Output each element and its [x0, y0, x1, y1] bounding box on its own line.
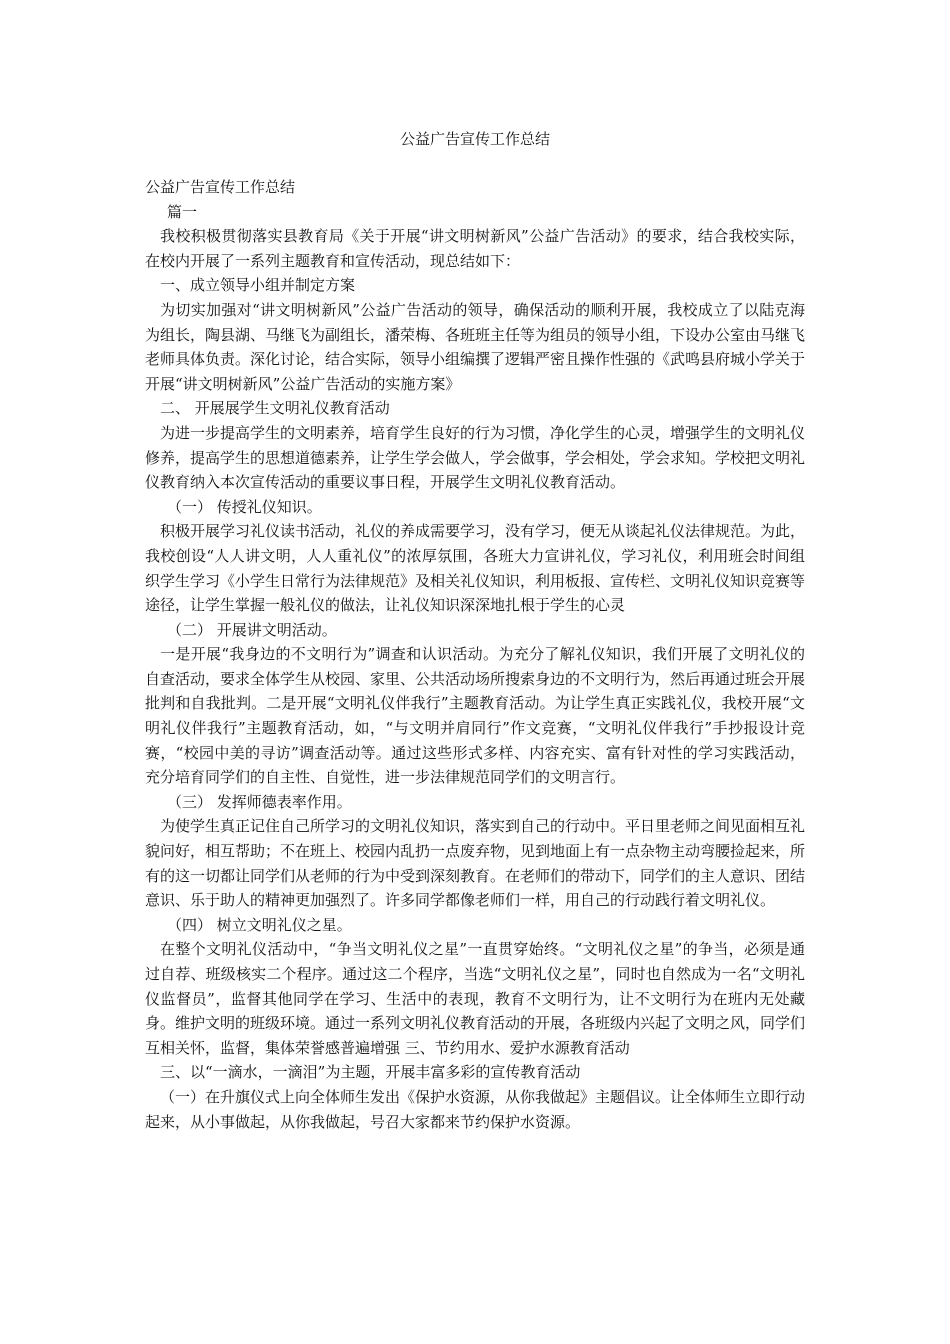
paragraph: 公益广告宣传工作总结: [145, 178, 296, 196]
paragraph: 为切实加强对“讲文明树新风”公益广告活动的领导，确保活动的顺利开展，我校成立了以陆克海为组长，陶县湖、马继飞为副组长，潘荣梅、各班班主任等为组员的领导小组，下设办公室由马继飞老师具体负责。深化讨论，结合实际，领导小组编撰了逻辑严密且操作性强的《武鸣县府城小学关于开展“讲文明树新风”公益广告活动的实施方案》: [145, 300, 806, 393]
paragraph: （一） 传授礼仪知识。: [167, 497, 322, 516]
paragraph: 为使学生真正记住自己所学习的文明礼仪知识，落实到自己的行动中。平日里老师之间见面相互礼貌问好，相互帮助；不在班上、校园内乱扔一点废弃物，见到地面上有一点杂物主动弯腰捡起来，所有的这一切都让同学们从老师的行为中受到深刻教育。在老师们的带动下，同学们的主人意识、团结意识、乐于助人的精神更加强烈了。许多同学都像老师们一样，用自己的行动践行着文明礼仪。: [145, 817, 806, 910]
document-body: [145, 175, 805, 1134]
document-title: 公益广告宣传工作总结: [399, 130, 550, 148]
paragraph: 在整个文明礼仪活动中，“争当文明礼仪之星”一直贯穿始终。“文明礼仪之星”的争当，必须是通过自荐、班级核实二个程序。通过这二个程序，当选“文明礼仪之星”，同时也自然成为一名“文明礼仪监督员”，监督其他同学在学习、生活中的表现，教育不文明行为，让不文明行为在班内无处藏身。维护文明的班级环境。通过一系列文明礼仪教育活动的开展，各班级内兴起了文明之风，同学们互相关怀，监督，集体荣誉感普遍增强 三、节约用水、爱护水源教育活动: [145, 940, 806, 1057]
paragraph: （一）在升旗仪式上向全体师生发出《保护水资源，从你我做起》主题倡议。让全体师生立即行动起来，从小事做起，从你我做起，号召大家都来节约保护水资源。: [145, 1087, 806, 1131]
paragraph: 三、以“一滴水，一滴泪”为主题，开展丰富多彩的宣传教育活动: [160, 1063, 581, 1082]
document-page: [145, 0, 805, 1344]
paragraph: （三） 发挥师德表率作用。: [167, 792, 352, 811]
paragraph: 篇一: [167, 202, 198, 221]
paragraph: （四） 树立文明礼仪之星。: [167, 915, 352, 934]
paragraph: 为进一步提高学生的文明素养，培育学生良好的行为习惯，净化学生的心灵，增强学生的文明礼仪修养，提高学生的思想道德素养，让学生学会做人，学会做事，学会相处，学会求知。学校把文明礼仪教育纳入本次宣传活动的重要议事日程，开展学生文明礼仪教育活动。: [145, 423, 806, 492]
paragraph: （二） 开展讲文明活动。: [167, 620, 337, 639]
paragraph: 我校积极贯彻落实县教育局《关于开展“讲文明树新风”公益广告活动》的要求，结合我校实际，在校内开展了一系列主题教育和宣传活动，现总结如下：: [145, 227, 805, 270]
paragraph: 一、成立领导小组并制定方案: [160, 276, 356, 295]
paragraph: 二、 开展展学生文明礼仪教育活动: [160, 399, 390, 418]
paragraph: 积极开展学习礼仪读书活动，礼仪的养成需要学习，没有学习，便无从谈起礼仪法律规范。为此，我校创设“人人讲文明，人人重礼仪”的浓厚氛围，各班大力宣讲礼仪，学习礼仪，利用班会时间组织学生学习《小学生日常行为法律规范》及相关礼仪知识，利用板报、宣传栏、文明礼仪知识竞赛等途径，让学生掌握一般礼仪的做法，让礼仪知识深深地扎根于学生的心灵: [145, 522, 806, 615]
paragraph: 一是开展“我身边的不文明行为”调查和认识活动。为充分了解礼仪知识，我们开展了文明礼仪的自查活动，要求全体学生从校园、家里、公共活动场所搜索身边的不文明行为，然后再通过班会开展批判和自我批判。二是开展“文明礼仪伴我行”主题教育活动。为让学生真正实践礼仪，我校开展“文明礼仪伴我行”主题教育活动，如，“与文明并肩同行”作文竞赛，“文明礼仪伴我行”手抄报设计竞赛，“校园中美的寻访”调查活动等。通过这些形式多样、内容充实、富有针对性的学习实践活动，充分培育同学们的自主性、自觉性，进一步法律规范同学们的文明言行。: [145, 645, 806, 787]
